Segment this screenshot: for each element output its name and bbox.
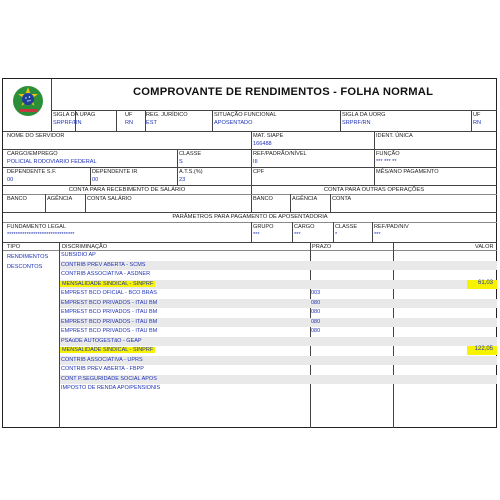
prazo-cell: 080 (311, 309, 321, 315)
sigla-upag-label: SIGLA DA UPAG (53, 112, 96, 118)
discriminacao-cell: CONTRIB PREV ABERTA - FBPP (61, 366, 144, 372)
cargo-value: POLICIAL RODOVIARIO FEDERAL (7, 159, 97, 165)
discriminacao-cell: EMPREST BCO PRIVADOS - ITAU BM (61, 309, 158, 315)
discriminacao-cell: PSAúDE AUTOGESTãO - GEAP (61, 337, 142, 344)
brazil-coat-of-arms-icon (11, 84, 45, 118)
tipo-descontos: DESCONTOS (7, 264, 43, 270)
table-row (60, 299, 497, 308)
ref-padrao-value: III (253, 159, 258, 165)
discriminacao-cell: EMPREST BCO PRIVADOS - ITAU BM (61, 318, 158, 325)
banco2-label: BANCO (253, 196, 273, 202)
prazo-cell: 080 (311, 299, 321, 306)
cpf-label: CPF (253, 169, 265, 175)
prazo-cell: 003 (311, 290, 321, 296)
prazo-cell: 080 (311, 318, 321, 325)
agencia2-label: AGÊNCIA (292, 196, 318, 202)
reg-juridico-value: EST (146, 120, 157, 126)
table-row (60, 261, 497, 270)
reg-juridico-label: REG. JURÍDICO (146, 112, 188, 118)
ref-pad-niv-value: *** (374, 232, 381, 238)
cargo2-label: CARGO (294, 224, 315, 230)
discriminacao-cell: CONTRIB ASSOCIATIVA - ASDNER (61, 271, 151, 277)
prazo-cell: 080 (311, 328, 321, 334)
outras-operacoes-section: CONTA PARA OUTRAS OPERAÇÕES (323, 187, 425, 193)
table-row (60, 365, 497, 374)
table-row (60, 375, 497, 384)
conta-salario-section: CONTA PARA RECEBIMENTO DE SALÁRIO (68, 187, 186, 193)
dependente-ir-value: 00 (92, 177, 99, 183)
situacao-value: APOSENTADO (214, 120, 253, 126)
ref-pad-niv-label: REF/PAD/NIV (374, 224, 409, 230)
ref-padrao-label: REF/PADRÃO/NÍVEL (253, 151, 307, 157)
uf-value: RN (125, 120, 134, 126)
conta-salario-label: CONTA SALÁRIO (87, 196, 132, 202)
uf-label: UF (125, 112, 133, 118)
discriminacao-cell: CONTRIB ASSOCIATIVA - UPRS (61, 356, 143, 363)
funcao-value: *** *** ** (376, 159, 397, 165)
discriminacao-cell: EMPREST BCO OFICIAL - BCO BRAS (61, 290, 157, 296)
table-row (60, 289, 497, 298)
ats-value: 23 (179, 177, 186, 183)
fundamento-value: ******************************* (7, 232, 75, 238)
ats-label: A.T.S.(%) (179, 169, 203, 175)
table-row (60, 270, 497, 279)
discriminacao-cell: IMPOSTO DE RENDA APO/PENSIONIS (61, 385, 161, 391)
discriminacao-cell: MENSALIDADE SINDICAL - SINPRF (62, 280, 154, 287)
cargo-label: CARGO/EMPREGO (7, 151, 58, 157)
prazo-header: PRAZO (312, 244, 332, 250)
uf2-label: UF (473, 112, 481, 118)
matricula-label: MAT. SIAPE (253, 133, 284, 139)
discriminacao-cell: EMPREST BCO PRIVADOS - ITAU BM (61, 328, 158, 334)
table-row (60, 384, 497, 393)
tipo-header: TIPO (7, 244, 21, 250)
dependente-sf-label: DEPENDENTE S.F. (7, 169, 57, 175)
banco-label: BANCO (7, 196, 27, 202)
table-row (60, 327, 497, 336)
parametros-section: PARÂMETROS PARA PAGAMENTO DE APOSENTADORIA (172, 214, 328, 220)
table-row (60, 280, 497, 289)
discriminacao-cell: CONT P.SEGURIDADE SOCIAL APOS (61, 375, 157, 382)
table-row (60, 251, 497, 260)
sigla-uorg-label: SIGLA DA UORG (342, 112, 386, 118)
cargo2-value: *** (294, 232, 301, 238)
sigla-upag-value: SRPRF/RN (53, 120, 82, 126)
table-row (60, 337, 497, 346)
discriminacao-cell: MENSALIDADE SINDICAL - SINPRF (62, 347, 154, 353)
valor-header: VALOR (475, 244, 494, 250)
fundamento-label: FUNDAMENTO LEGAL (7, 224, 66, 230)
table-row (60, 318, 497, 327)
valor-cell: 122,05 (474, 346, 493, 352)
nome-servidor-label: NOME DO SERVIDOR (7, 133, 65, 139)
classe2-value: * (335, 232, 338, 238)
agencia-label: AGÊNCIA (47, 196, 73, 202)
tipo-rendimentos: RENDIMENTOS (7, 254, 49, 260)
situacao-label: SITUAÇÃO FUNCIONAL (214, 112, 277, 118)
grupo-value: *** (253, 232, 260, 238)
classe-label: CLASSE (179, 151, 202, 157)
sigla-uorg-value: SRPRF/RN (342, 120, 371, 126)
discriminacao-cell: SUBSIDIO AP (61, 252, 96, 258)
conta2-label: CONTA (332, 196, 352, 202)
grupo-label: GRUPO (253, 224, 274, 230)
dependente-sf-value: 00 (7, 177, 14, 183)
discriminacao-cell: CONTRIB PREV ABERTA - SCMS (61, 261, 146, 268)
classe-value: S (179, 159, 183, 165)
ident-unica-label: IDENT. ÚNICA (376, 133, 413, 139)
discriminacao-header: DISCRIMINAÇÃO (62, 244, 108, 250)
payslip-document (2, 78, 497, 428)
funcao-label: FUNÇÃO (376, 151, 400, 157)
mes-ano-label: MÊS/ANO PAGAMENTO (376, 169, 439, 175)
table-row (60, 356, 497, 365)
matricula-value: 166488 (253, 141, 272, 147)
table-row (60, 308, 497, 317)
classe2-label: CLASSE (335, 224, 358, 230)
discriminacao-cell: EMPREST BCO PRIVADOS - ITAU BM (61, 299, 158, 306)
dependente-ir-label: DEPENDENTE IR (92, 169, 138, 175)
document-title: COMPROVANTE DE RENDIMENTOS - FOLHA NORMAL (133, 86, 434, 98)
uf2-value: RN (473, 120, 482, 126)
valor-cell: 61,03 (477, 279, 493, 286)
table-row (60, 346, 497, 355)
